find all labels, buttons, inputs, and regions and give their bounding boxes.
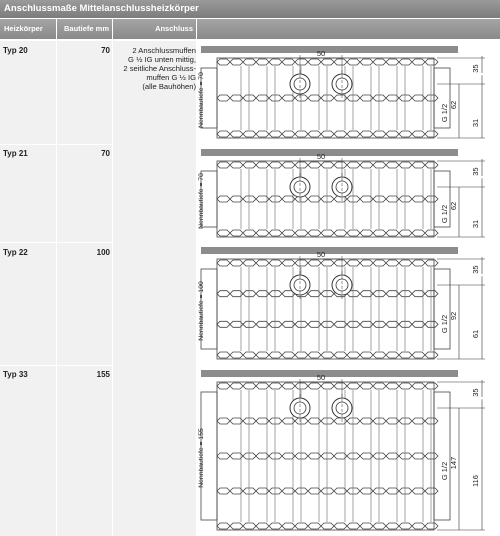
thread-label: G 1/2	[440, 103, 449, 123]
dim-width-label: 50	[316, 373, 326, 382]
dim-bottom-label: 61	[471, 329, 480, 339]
panel-fin	[347, 453, 360, 459]
panel-fin	[373, 418, 386, 424]
panel-fin	[386, 131, 399, 137]
panel-fin	[321, 95, 334, 101]
panel-fin	[243, 260, 256, 266]
panel-fin	[373, 453, 386, 459]
panel-fin	[269, 418, 282, 424]
panel-fin	[334, 131, 347, 137]
panel-fin	[425, 162, 438, 168]
panel-fin	[373, 131, 386, 137]
panel-fin	[347, 162, 360, 168]
panel-fin	[256, 59, 269, 65]
panel-fin	[269, 131, 282, 137]
depth-label: Nennbautiefe = 70	[198, 72, 205, 128]
panel-fin	[386, 352, 399, 358]
panel-fin	[347, 131, 360, 137]
panel-fin	[347, 196, 360, 202]
panel-fin	[269, 321, 282, 327]
panel-fin	[295, 321, 308, 327]
panel-fin	[230, 131, 243, 137]
panel-fin	[321, 488, 334, 494]
header-drawing	[197, 19, 500, 39]
row-4-bautiefe-cell	[57, 366, 112, 536]
depth-label: Nennbautiefe = 100	[198, 281, 205, 341]
panel-fin	[308, 131, 321, 137]
anschluss-cell	[113, 41, 196, 536]
panel-fin	[334, 523, 347, 529]
panel-fin	[425, 260, 438, 266]
panel-fin	[217, 418, 230, 424]
panel-fin	[425, 131, 438, 137]
panel-fin	[321, 352, 334, 358]
panel-fin	[399, 321, 412, 327]
panel-fin	[399, 453, 412, 459]
panel-fin	[425, 488, 438, 494]
anschluss-line: 2 Anschlussmuffen	[132, 46, 196, 55]
row-3-bautiefe: 100	[96, 248, 110, 257]
panel-fin	[321, 59, 334, 65]
radiator-outline	[217, 161, 434, 237]
panel-fin	[295, 131, 308, 137]
panel-fin	[334, 260, 347, 266]
row-1-typ-cell	[0, 41, 56, 144]
panel-fin	[360, 523, 373, 529]
panel-fin	[269, 453, 282, 459]
panel-fin	[425, 453, 438, 459]
panel-fin	[308, 523, 321, 529]
panel-fin	[243, 162, 256, 168]
panel-fin	[269, 95, 282, 101]
panel-fin	[243, 95, 256, 101]
panel-fin	[425, 418, 438, 424]
row-2-typ-cell	[0, 145, 56, 242]
panel-fin	[295, 488, 308, 494]
dim-top-label: 35	[471, 167, 480, 176]
panel-fin	[321, 453, 334, 459]
table-title: Anschlussmaße Mittelanschlussheizkörper	[0, 0, 500, 18]
panel-fin	[230, 523, 243, 529]
dim-bottom-label: 31	[471, 219, 480, 229]
dim-width-label: 50	[316, 152, 326, 161]
row-3-typ: Typ 22	[3, 248, 28, 257]
cover-bar	[201, 370, 458, 377]
panel-fin	[282, 230, 295, 236]
cover-bar	[201, 247, 458, 254]
panel-fin	[217, 488, 230, 494]
panel-fin	[230, 230, 243, 236]
panel-fin	[347, 321, 360, 327]
header-anschluss: Anschluss	[113, 19, 196, 39]
panel-fin	[360, 352, 373, 358]
panel-fin	[360, 162, 373, 168]
panel-fin	[308, 352, 321, 358]
panel-fin	[412, 260, 425, 266]
panel-fin	[230, 352, 243, 358]
cover-bar	[201, 46, 458, 53]
dim-mid-label: 147	[449, 456, 458, 470]
panel-fin	[282, 162, 295, 168]
panel-fin	[347, 352, 360, 358]
row-4-bautiefe: 155	[96, 370, 110, 379]
panel-fin	[282, 352, 295, 358]
panel-fin	[282, 59, 295, 65]
panel-fin	[399, 162, 412, 168]
dim-top-label: 35	[471, 265, 480, 274]
panel-fin	[217, 131, 230, 137]
header-bautiefe: Bautiefe mm	[57, 19, 112, 39]
panel-fin	[321, 321, 334, 327]
panel-fin	[321, 230, 334, 236]
panel-fin	[373, 95, 386, 101]
panel-fin	[425, 321, 438, 327]
panel-fin	[243, 321, 256, 327]
panel-fin	[321, 196, 334, 202]
drawing-typ-20	[197, 44, 500, 142]
panel-fin	[399, 196, 412, 202]
panel-fin	[334, 230, 347, 236]
panel-fin	[217, 453, 230, 459]
panel-fin	[295, 95, 308, 101]
panel-fin	[295, 260, 308, 266]
dim-bottom-label: 116	[471, 475, 480, 487]
panel-fin	[373, 59, 386, 65]
panel-fin	[321, 523, 334, 529]
panel-fin	[425, 230, 438, 236]
panel-fin	[217, 291, 230, 297]
panel-fin	[308, 162, 321, 168]
panel-fin	[256, 383, 269, 389]
panel-fin	[386, 383, 399, 389]
panel-fin	[243, 230, 256, 236]
panel-fin	[282, 131, 295, 137]
side-bracket-right	[434, 392, 450, 520]
header-heizkoerper: Heizkörper	[0, 19, 56, 39]
panel-fin	[399, 352, 412, 358]
dim-top-label: 35	[471, 388, 480, 397]
panel-fin	[386, 523, 399, 529]
thread-label: G 1/2	[440, 314, 449, 334]
panel-fin	[347, 230, 360, 236]
drawing-typ-21	[197, 147, 500, 241]
panel-fin	[399, 131, 412, 137]
depth-label: Nennbautiefe = 155	[198, 428, 205, 488]
panel-fin	[334, 162, 347, 168]
row-3-typ-cell	[0, 243, 56, 365]
panel-fin	[425, 95, 438, 101]
panel-fin	[373, 162, 386, 168]
anschluss-description	[114, 46, 196, 91]
panel-fin	[399, 523, 412, 529]
dim-top-label: 35	[471, 64, 480, 73]
panel-fin	[243, 352, 256, 358]
panel-fin	[269, 260, 282, 266]
thread-label: G 1/2	[440, 204, 449, 224]
panel-fin	[308, 260, 321, 266]
panel-fin	[373, 523, 386, 529]
panel-fin	[373, 196, 386, 202]
thread-label: G 1/2	[440, 461, 449, 481]
dim-mid-label: 62	[449, 201, 458, 211]
panel-fin	[269, 162, 282, 168]
panel-fin	[386, 59, 399, 65]
panel-fin	[243, 59, 256, 65]
panel-fin	[308, 59, 321, 65]
panel-fin	[412, 162, 425, 168]
side-bracket-right	[434, 269, 450, 349]
panel-fin	[334, 59, 347, 65]
panel-fin	[425, 59, 438, 65]
row-1-bautiefe: 70	[101, 46, 110, 55]
anschluss-line: muffen G ½ IG	[146, 73, 196, 82]
panel-fin	[217, 162, 230, 168]
row-2-bautiefe: 70	[101, 149, 110, 158]
panel-fin	[399, 59, 412, 65]
anschluss-line: (alle Bauhöhen)	[142, 82, 196, 91]
panel-fin	[217, 196, 230, 202]
anschluss-line: 2 seitliche Anschluss-	[123, 64, 196, 73]
panel-fin	[295, 59, 308, 65]
panel-fin	[321, 291, 334, 297]
panel-fin	[373, 260, 386, 266]
panel-fin	[334, 352, 347, 358]
row-1-bautiefe-cell	[57, 41, 112, 144]
panel-fin	[295, 383, 308, 389]
panel-fin	[347, 260, 360, 266]
panel-fin	[360, 59, 373, 65]
panel-fin	[347, 59, 360, 65]
panel-fin	[230, 383, 243, 389]
panel-fin	[217, 260, 230, 266]
panel-fin	[243, 488, 256, 494]
panel-fin	[425, 291, 438, 297]
panel-fin	[269, 196, 282, 202]
panel-fin	[425, 352, 438, 358]
row-2-bautiefe-cell	[57, 145, 112, 242]
panel-fin	[295, 230, 308, 236]
radiator-outline	[217, 259, 434, 359]
panel-fin	[295, 162, 308, 168]
panel-fin	[243, 418, 256, 424]
row-4-typ: Typ 33	[3, 370, 28, 379]
panel-fin	[321, 162, 334, 168]
dim-width-label: 50	[316, 250, 326, 259]
panel-fin	[373, 291, 386, 297]
panel-fin	[321, 418, 334, 424]
radiator-outline	[217, 58, 434, 138]
panel-fin	[360, 260, 373, 266]
panel-fin	[399, 260, 412, 266]
panel-fin	[386, 260, 399, 266]
panel-fin	[230, 59, 243, 65]
cover-bar	[201, 149, 458, 156]
panel-fin	[256, 523, 269, 529]
dim-mid-label: 62	[449, 100, 458, 110]
panel-fin	[360, 230, 373, 236]
panel-fin	[334, 383, 347, 389]
panel-fin	[269, 352, 282, 358]
panel-fin	[425, 196, 438, 202]
panel-fin	[360, 383, 373, 389]
panel-fin	[399, 488, 412, 494]
panel-fin	[412, 352, 425, 358]
panel-fin	[269, 291, 282, 297]
panel-fin	[256, 352, 269, 358]
panel-fin	[217, 95, 230, 101]
panel-fin	[269, 383, 282, 389]
panel-fin	[425, 523, 438, 529]
panel-fin	[412, 59, 425, 65]
panel-fin	[347, 523, 360, 529]
panel-fin	[399, 230, 412, 236]
panel-fin	[295, 352, 308, 358]
panel-fin	[217, 321, 230, 327]
panel-fin	[243, 131, 256, 137]
panel-fin	[269, 59, 282, 65]
panel-fin	[399, 95, 412, 101]
panel-fin	[321, 131, 334, 137]
panel-fin	[412, 230, 425, 236]
panel-fin	[243, 523, 256, 529]
panel-fin	[282, 260, 295, 266]
panel-fin	[243, 291, 256, 297]
panel-fin	[295, 418, 308, 424]
panel-fin	[256, 260, 269, 266]
depth-label: Nennbautiefe = 70	[198, 173, 205, 229]
panel-fin	[386, 162, 399, 168]
panel-fin	[230, 162, 243, 168]
panel-fin	[217, 523, 230, 529]
panel-fin	[217, 352, 230, 358]
panel-fin	[373, 383, 386, 389]
panel-fin	[425, 383, 438, 389]
panel-fin	[282, 383, 295, 389]
panel-fin	[321, 383, 334, 389]
panel-fin	[308, 383, 321, 389]
panel-fin	[217, 383, 230, 389]
panel-fin	[256, 230, 269, 236]
panel-fin	[347, 418, 360, 424]
panel-fin	[269, 230, 282, 236]
panel-fin	[373, 352, 386, 358]
row-1-typ: Typ 20	[3, 46, 28, 55]
panel-fin	[399, 418, 412, 424]
panel-fin	[243, 383, 256, 389]
panel-fin	[347, 95, 360, 101]
panel-fin	[256, 131, 269, 137]
anschluss-line: G ½ IG unten mittig,	[128, 55, 196, 64]
drawing-typ-33	[197, 368, 500, 534]
panel-fin	[412, 131, 425, 137]
panel-fin	[308, 230, 321, 236]
panel-fin	[243, 196, 256, 202]
panel-fin	[321, 260, 334, 266]
panel-fin	[373, 321, 386, 327]
radiator-outline	[217, 382, 434, 530]
panel-fin	[230, 260, 243, 266]
panel-fin	[373, 230, 386, 236]
panel-fin	[412, 383, 425, 389]
panel-fin	[360, 131, 373, 137]
drawing-typ-22	[197, 245, 500, 363]
panel-fin	[386, 230, 399, 236]
panel-fin	[269, 488, 282, 494]
panel-fin	[373, 488, 386, 494]
panel-fin	[243, 453, 256, 459]
row-2-typ: Typ 21	[3, 149, 28, 158]
panel-fin	[347, 383, 360, 389]
panel-fin	[412, 523, 425, 529]
panel-fin	[282, 523, 295, 529]
panel-fin	[256, 162, 269, 168]
panel-fin	[295, 523, 308, 529]
panel-fin	[269, 523, 282, 529]
row-3-bautiefe-cell	[57, 243, 112, 365]
panel-fin	[347, 488, 360, 494]
dim-mid-label: 92	[449, 311, 458, 321]
dim-bottom-label: 31	[471, 118, 480, 128]
panel-fin	[217, 59, 230, 65]
panel-fin	[217, 230, 230, 236]
dim-width-label: 50	[316, 49, 326, 58]
row-4-typ-cell	[0, 366, 56, 536]
panel-fin	[399, 383, 412, 389]
panel-fin	[399, 291, 412, 297]
panel-fin	[295, 453, 308, 459]
